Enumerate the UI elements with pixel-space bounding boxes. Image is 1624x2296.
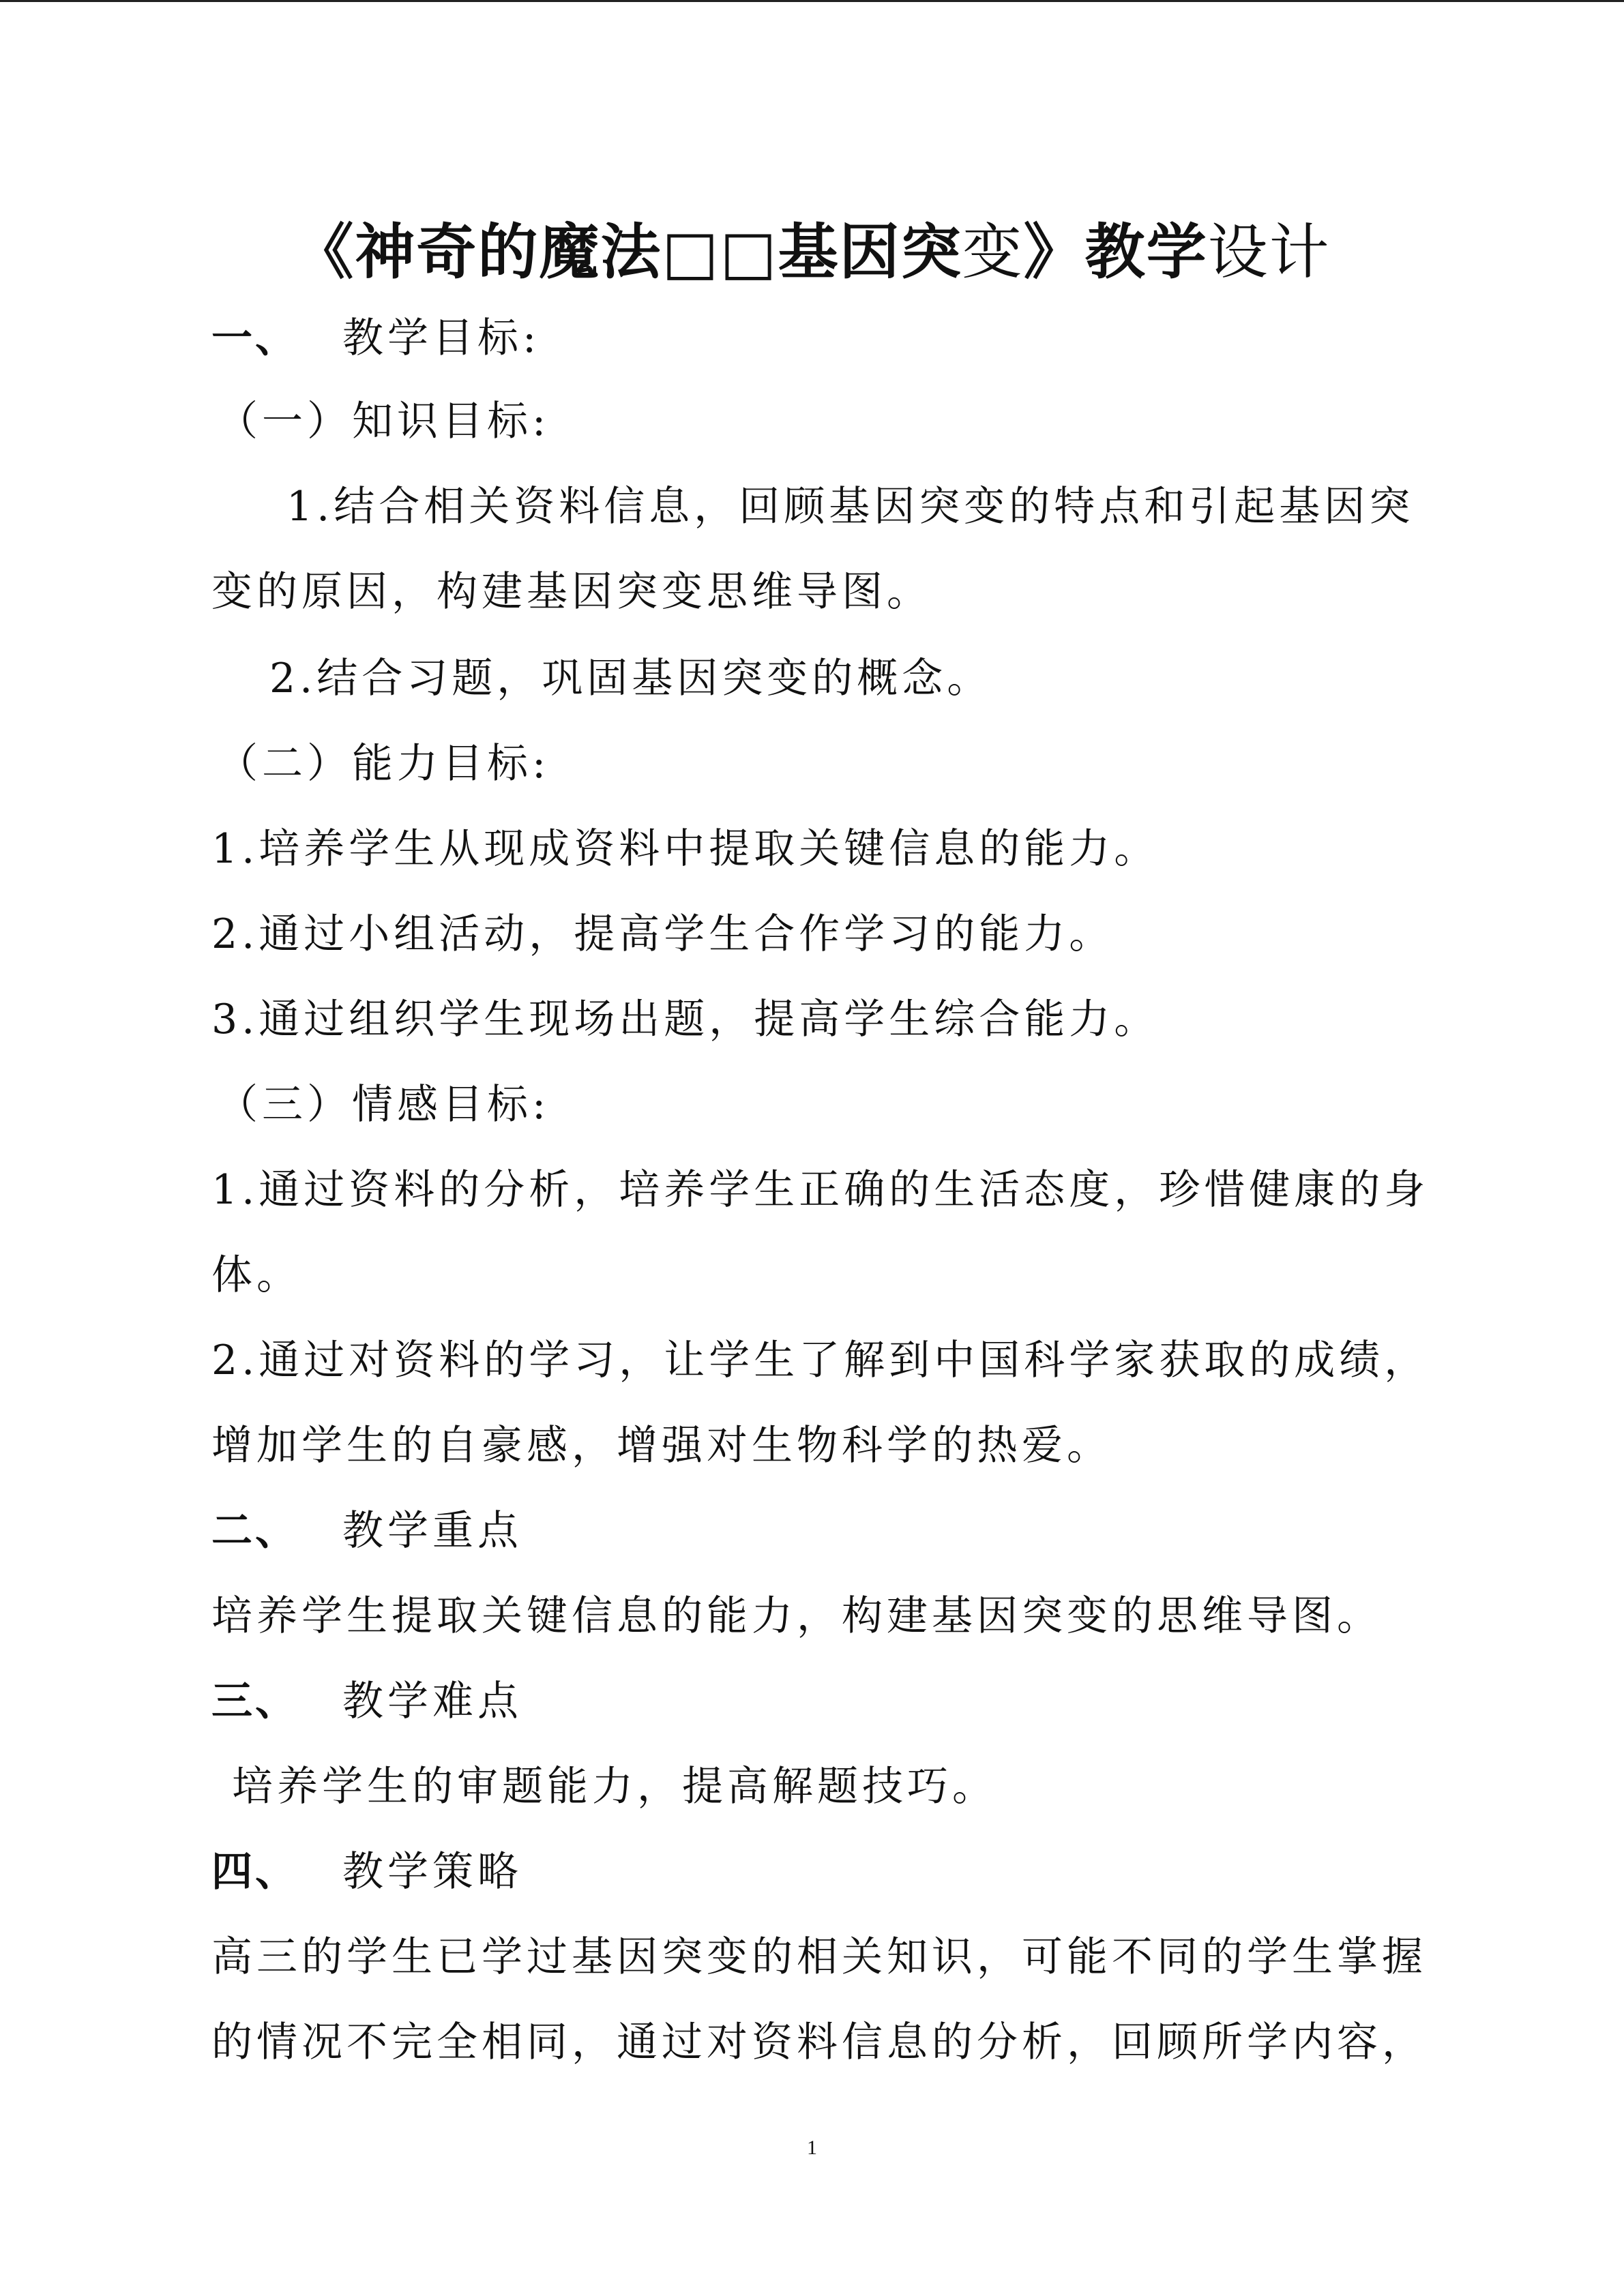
paragraph-ability-3: 3.通过组织学生现场出题，提高学生综合能力。 xyxy=(211,996,1160,1043)
title-part-1: 《神奇的魔法□□基因突 xyxy=(293,217,962,287)
title-part-2: 变 xyxy=(962,217,1024,287)
paragraph-emotion-1b: 体。 xyxy=(211,1251,301,1299)
paragraph-emotion-1a: 1.通过资料的分析，培养学生正确的生活态度，珍惜健康的身 xyxy=(211,1166,1430,1214)
section-number-2: 二、 xyxy=(211,1507,299,1555)
paragraph-difficulties: 培养学生的审题能力，提高解题技巧。 xyxy=(232,1763,997,1810)
section-title-3: 教学难点 xyxy=(342,1678,522,1725)
paragraph-knowledge-2: 2.结合习题，巩固基因突变的概念。 xyxy=(269,655,992,702)
section-heading-3 xyxy=(211,1674,522,1729)
paragraph-emotion-2b: 增加学生的自豪感，增强对生物科学的热爱。 xyxy=(211,1422,1112,1470)
page-number: 1 xyxy=(807,2136,817,2159)
subheading-ability-goals: （二）能力目标: xyxy=(217,740,550,788)
section-number-4: 四、 xyxy=(211,1848,299,1896)
section-heading-2 xyxy=(211,1504,522,1558)
section-title-4: 教学策略 xyxy=(342,1848,522,1896)
paragraph-emotion-2a: 2.通过对资料的学习，让学生了解到中国科学家获取的成绩， xyxy=(211,1337,1430,1384)
subheading-emotion-goals: （三）情感目标: xyxy=(217,1081,550,1129)
subheading-knowledge-goals: （一）知识目标: xyxy=(217,398,550,445)
section-number-3: 三、 xyxy=(211,1678,299,1725)
title-part-3: 》教学 xyxy=(1023,217,1208,287)
section-title-2: 教学重点 xyxy=(342,1507,522,1555)
page-top-border xyxy=(0,0,1624,2)
paragraph-strategy-b: 的情况不完全相同，通过对资料信息的分析，回顾所学内容， xyxy=(211,2018,1427,2066)
paragraph-ability-2: 2.通过小组活动，提高学生合作学习的能力。 xyxy=(211,910,1114,958)
document-title xyxy=(0,205,1624,300)
paragraph-knowledge-1b: 变的原因，构建基因突变思维导图。 xyxy=(211,568,932,616)
section-title-1: 教学目标: xyxy=(342,314,541,362)
section-heading-4 xyxy=(211,1845,522,1899)
section-number-1: 一、 xyxy=(211,314,299,362)
paragraph-strategy-a: 高三的学生已学过基因突变的相关知识，可能不同的学生掌握 xyxy=(211,1933,1427,1981)
paragraph-knowledge-1a: 1.结合相关资料信息，回顾基因突变的特点和引起基因突 xyxy=(286,483,1415,531)
section-heading-1 xyxy=(211,311,540,366)
paragraph-ability-1: 1.培养学生从现成资料中提取关键信息的能力。 xyxy=(211,825,1160,873)
paragraph-key-points: 培养学生提取关键信息的能力，构建基因突变的思维导图。 xyxy=(211,1592,1382,1640)
title-part-4: 设计 xyxy=(1207,217,1331,287)
